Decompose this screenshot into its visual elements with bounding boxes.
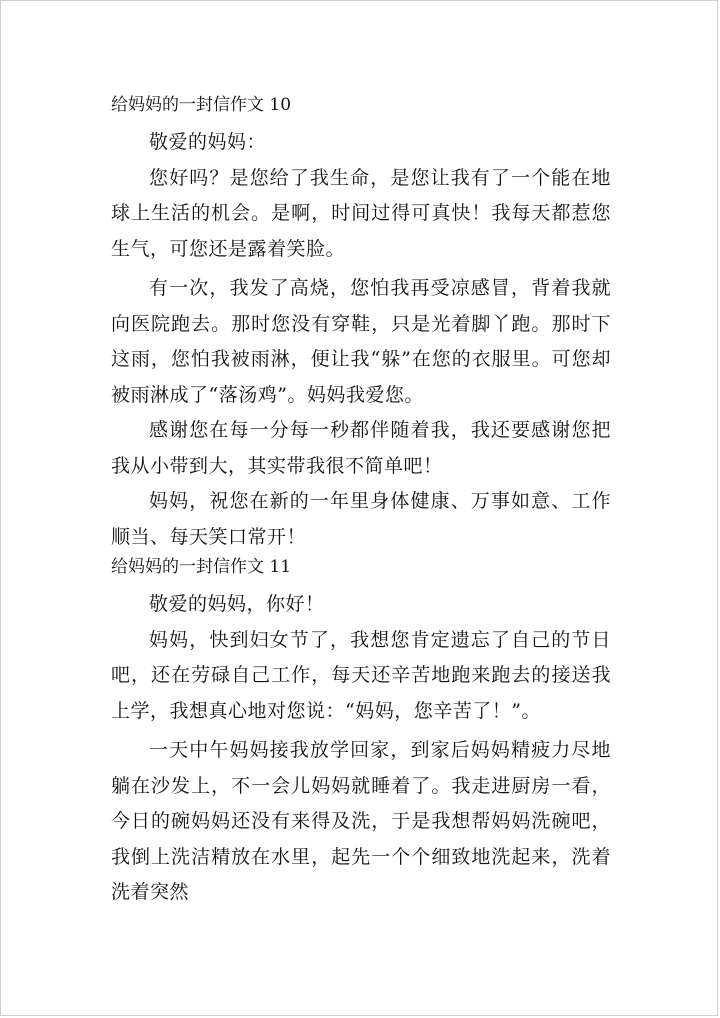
body-paragraph: 妈妈，快到妇女节了，我想您肯定遗忘了自己的节日吧，还在劳碌自己工作，每天还辛苦地跑来跑去的接送我上学，我想真心地对您说：“妈妈，您辛苦了！”。 [111, 628, 611, 722]
body-paragraph: 有一次，我发了高烧，您怕我再受凉感冒，背着我就向医院跑去。那时您没有穿鞋，只是光着脚丫跑。那时下这雨，您怕我被雨淋，便让我“躲”在您的衣服里。可您却被雨淋成了“落汤鸡”。妈妈我爱您。 [111, 277, 611, 406]
letter-title: 给妈妈的一封信作文 11 [111, 557, 292, 577]
body-paragraph: 一天中午妈妈接我放学回家，到家后妈妈精疲力尽地躺在沙发上，不一会儿妈妈就睡着了。我走进厨房一看，今日的碗妈妈还没有来得及洗，于是我想帮妈妈洗碗吧，我倒上洗洁精放在水里，起先一个个细致地洗起来，洗着洗着突然 [111, 739, 611, 903]
body-paragraph: 您好吗？是您给了我生命，是您让我有了一个能在地球上生活的机会。是啊，时间过得可真快！我每天都惹您生气，可您还是露着笑脸。 [111, 166, 611, 260]
document-content [111, 93, 611, 911]
body-paragraph: 感谢您在每一分每一秒都伴随着我，我还要感谢您把我从小带到大，其实带我很不简单吧！ [111, 419, 611, 477]
salutation: 敬爱的妈妈： [149, 131, 267, 153]
body-paragraph: 妈妈，祝您在新的一年里身体健康、万事如意、工作顺当、每天笑口常开！ [111, 490, 611, 548]
letter-title: 给妈妈的一封信作文 10 [111, 95, 292, 115]
salutation: 敬爱的妈妈，你好！ [149, 593, 325, 615]
